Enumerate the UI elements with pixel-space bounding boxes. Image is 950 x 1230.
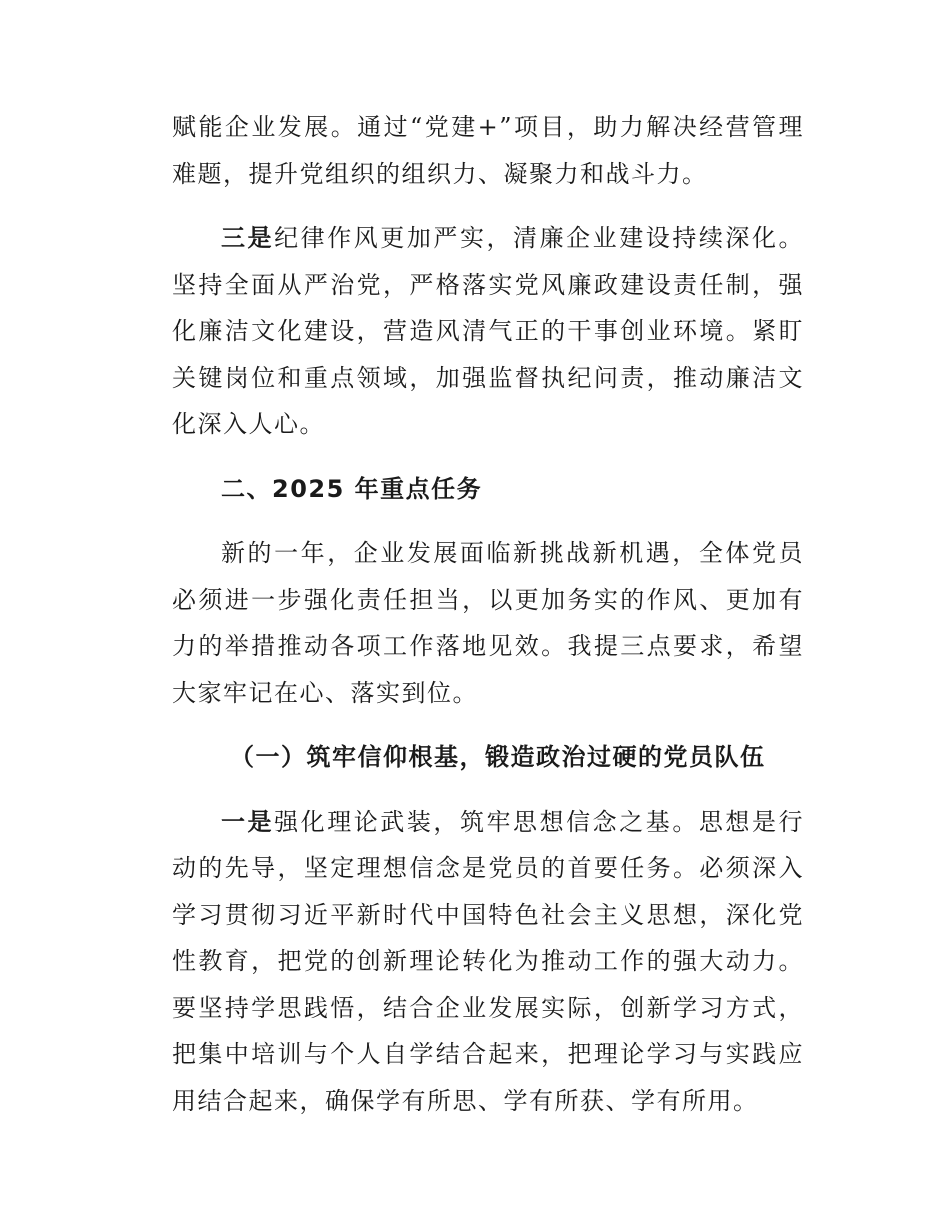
subsection-heading: （一）筑牢信仰根基，锻造政治过硬的党员队伍 [230,743,766,771]
section-heading: 二、2025 年重点任务 [221,474,483,503]
document-body [172,104,804,1142]
paragraph-lead: 一是 [221,807,275,836]
paragraph-theory [172,799,804,1125]
paragraph-intro [172,530,804,716]
paragraph-discipline [172,215,804,448]
paragraph-text: 赋能企业发展。通过“党建+”项目，助力解决经营管理难题，提升党组织的组织力、凝聚力和战斗力。 [172,113,804,188]
paragraph-continuation [172,104,804,197]
paragraph-text: 强化理论武装，筑牢思想信念之基。思想是行动的先导，坚定理想信念是党员的首要任务。必须深入学习贯彻习近平新时代中国特色社会主义思想，深化党性教育，把党的创新理论转化为推动工作的强大动力。要坚持学思践悟，结合企业发展实际，创新学习方式，把集中培训与个人自学结合起来，把理论学习与实践应用结合起来，确保学有所思、学有所获、学有所用。 [172,807,805,1115]
paragraph-text: 新的一年，企业发展面临新挑战新机遇，全体党员必须进一步强化责任担当，以更加务实的作风、更加有力的举措推动各项工作落地见效。我提三点要求，希望大家牢记在心、落实到位。 [172,539,804,707]
paragraph-text: 纪律作风更加严实，清廉企业建设持续深化。坚持全面从严治党，严格落实党风廉政建设责任制，强化廉洁文化建设，营造风清气正的干事创业环境。紧盯关键岗位和重点领域，加强监督执纪问责，推动廉洁文化深入人心。 [172,224,805,438]
paragraph-lead: 三是 [221,224,275,252]
